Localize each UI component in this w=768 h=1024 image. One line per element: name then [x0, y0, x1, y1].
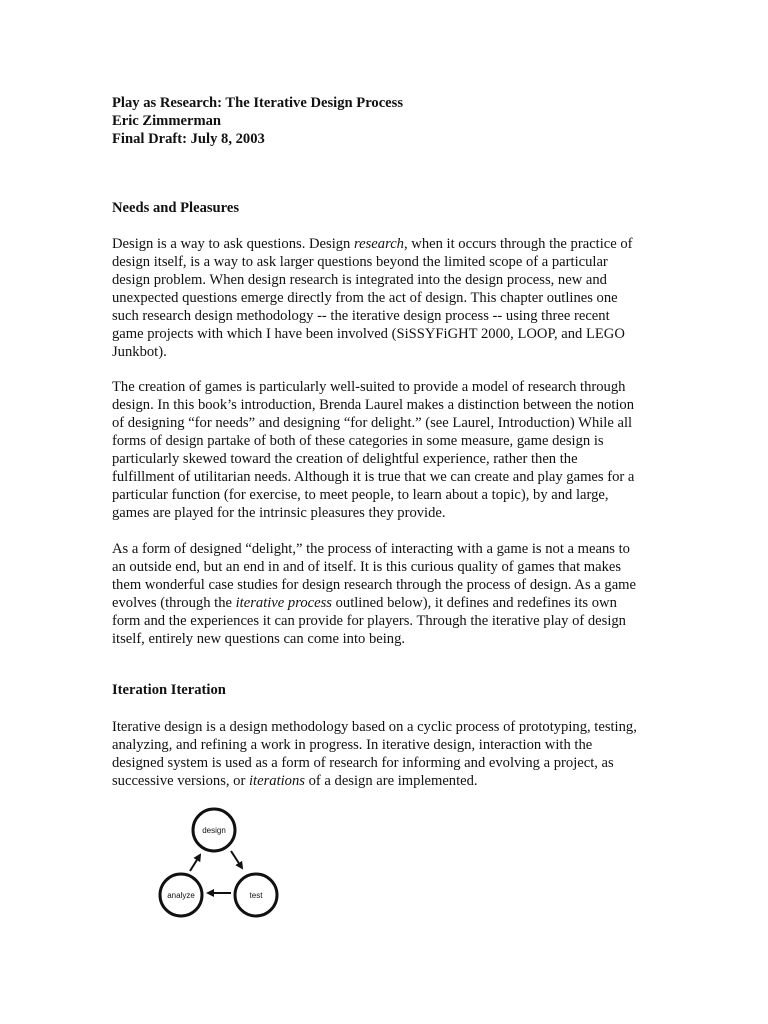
text-line: As a form of designed “delight,” the process of interacting with a game is not a means to [112, 541, 630, 557]
text-line: particularly skewed toward the creation of delightful experience, rather then the [112, 451, 578, 467]
document-author: Eric Zimmerman [112, 113, 222, 129]
document-title: Play as Research: The Iterative Design Process [112, 95, 404, 111]
text-line: successive versions, or iterations of a design are implemented. [112, 773, 478, 789]
text-line: of designing “for needs” and designing “for delight.” (see Laurel, Introduction) While all [112, 415, 633, 431]
paragraph-2 [112, 378, 652, 522]
text-line: design problem. When design research is integrated into the design process, new and [112, 272, 607, 288]
text-line: forms of design partake of both of these categories in some measure, game design is [112, 433, 604, 449]
text-line: form and the experiences it can provide for players. Through the iterative play of design [112, 613, 626, 629]
paragraph-4 [112, 718, 652, 790]
document-draft-date: Final Draft: July 8, 2003 [112, 131, 265, 147]
text-line: an outside end, but an end in and of itself. It is this curious quality of games that makes [112, 559, 622, 575]
paragraph-3 [112, 540, 652, 648]
text-line: particular function (for exercise, to meet people, to learn about a topic), by and large, [112, 487, 609, 503]
text-line: game projects with which I have been involved (SiSSYFiGHT 2000, LOOP, and LEGO [112, 326, 625, 342]
text-line: unexpected questions emerge directly from the act of design. This chapter outlines one [112, 290, 618, 306]
text-line: design. In this book’s introduction, Brenda Laurel makes a distinction between the notion [112, 397, 635, 413]
section-heading-needs-and-pleasures: Needs and Pleasures [112, 200, 240, 216]
text-line: Design is a way to ask questions. Design research, when it occurs through the practice of [112, 236, 633, 252]
section-heading-iteration-iteration: Iteration Iteration [112, 682, 226, 698]
text-line: evolves (through the iterative process outlined below), it defines and redefines its own [112, 595, 617, 611]
text-line: them wonderful case studies for design research through the process of design. As a game [112, 577, 637, 593]
text-line: such research design methodology -- the iterative design process -- using three recent [112, 308, 610, 324]
text-line: fulfillment of utilitarian needs. Although it is true that we can create and play games for a [112, 469, 635, 485]
design-label: design [202, 826, 226, 835]
test-node [235, 874, 277, 916]
text-line: analyzing, and refining a work in progress. In iterative design, interaction with the [112, 737, 593, 753]
text-line: design itself, is a way to ask larger questions beyond the limited scope of a particular [112, 254, 608, 270]
analyze-label: analyze [167, 891, 195, 900]
design-node [193, 809, 235, 851]
text-line: designed system is used as a form of research for informing and evolving a project, as [112, 755, 614, 771]
text-line: Junkbot). [112, 344, 167, 360]
test-label: test [249, 891, 263, 900]
analyze-node [160, 874, 202, 916]
text-line: games are played for the intrinsic pleasures they provide. [112, 505, 446, 521]
text-line: Iterative design is a design methodology based on a cyclic process of prototyping, testing, [112, 719, 637, 735]
iterative-cycle-diagram [150, 805, 295, 925]
paragraph-1 [112, 235, 652, 361]
text-line: The creation of games is particularly well-suited to provide a model of research through [112, 379, 626, 395]
text-line: itself, entirely new questions can come into being. [112, 631, 406, 647]
document-header [112, 94, 403, 148]
arrow-analyze-to-design [190, 855, 200, 871]
arrow-design-to-test [231, 851, 242, 868]
